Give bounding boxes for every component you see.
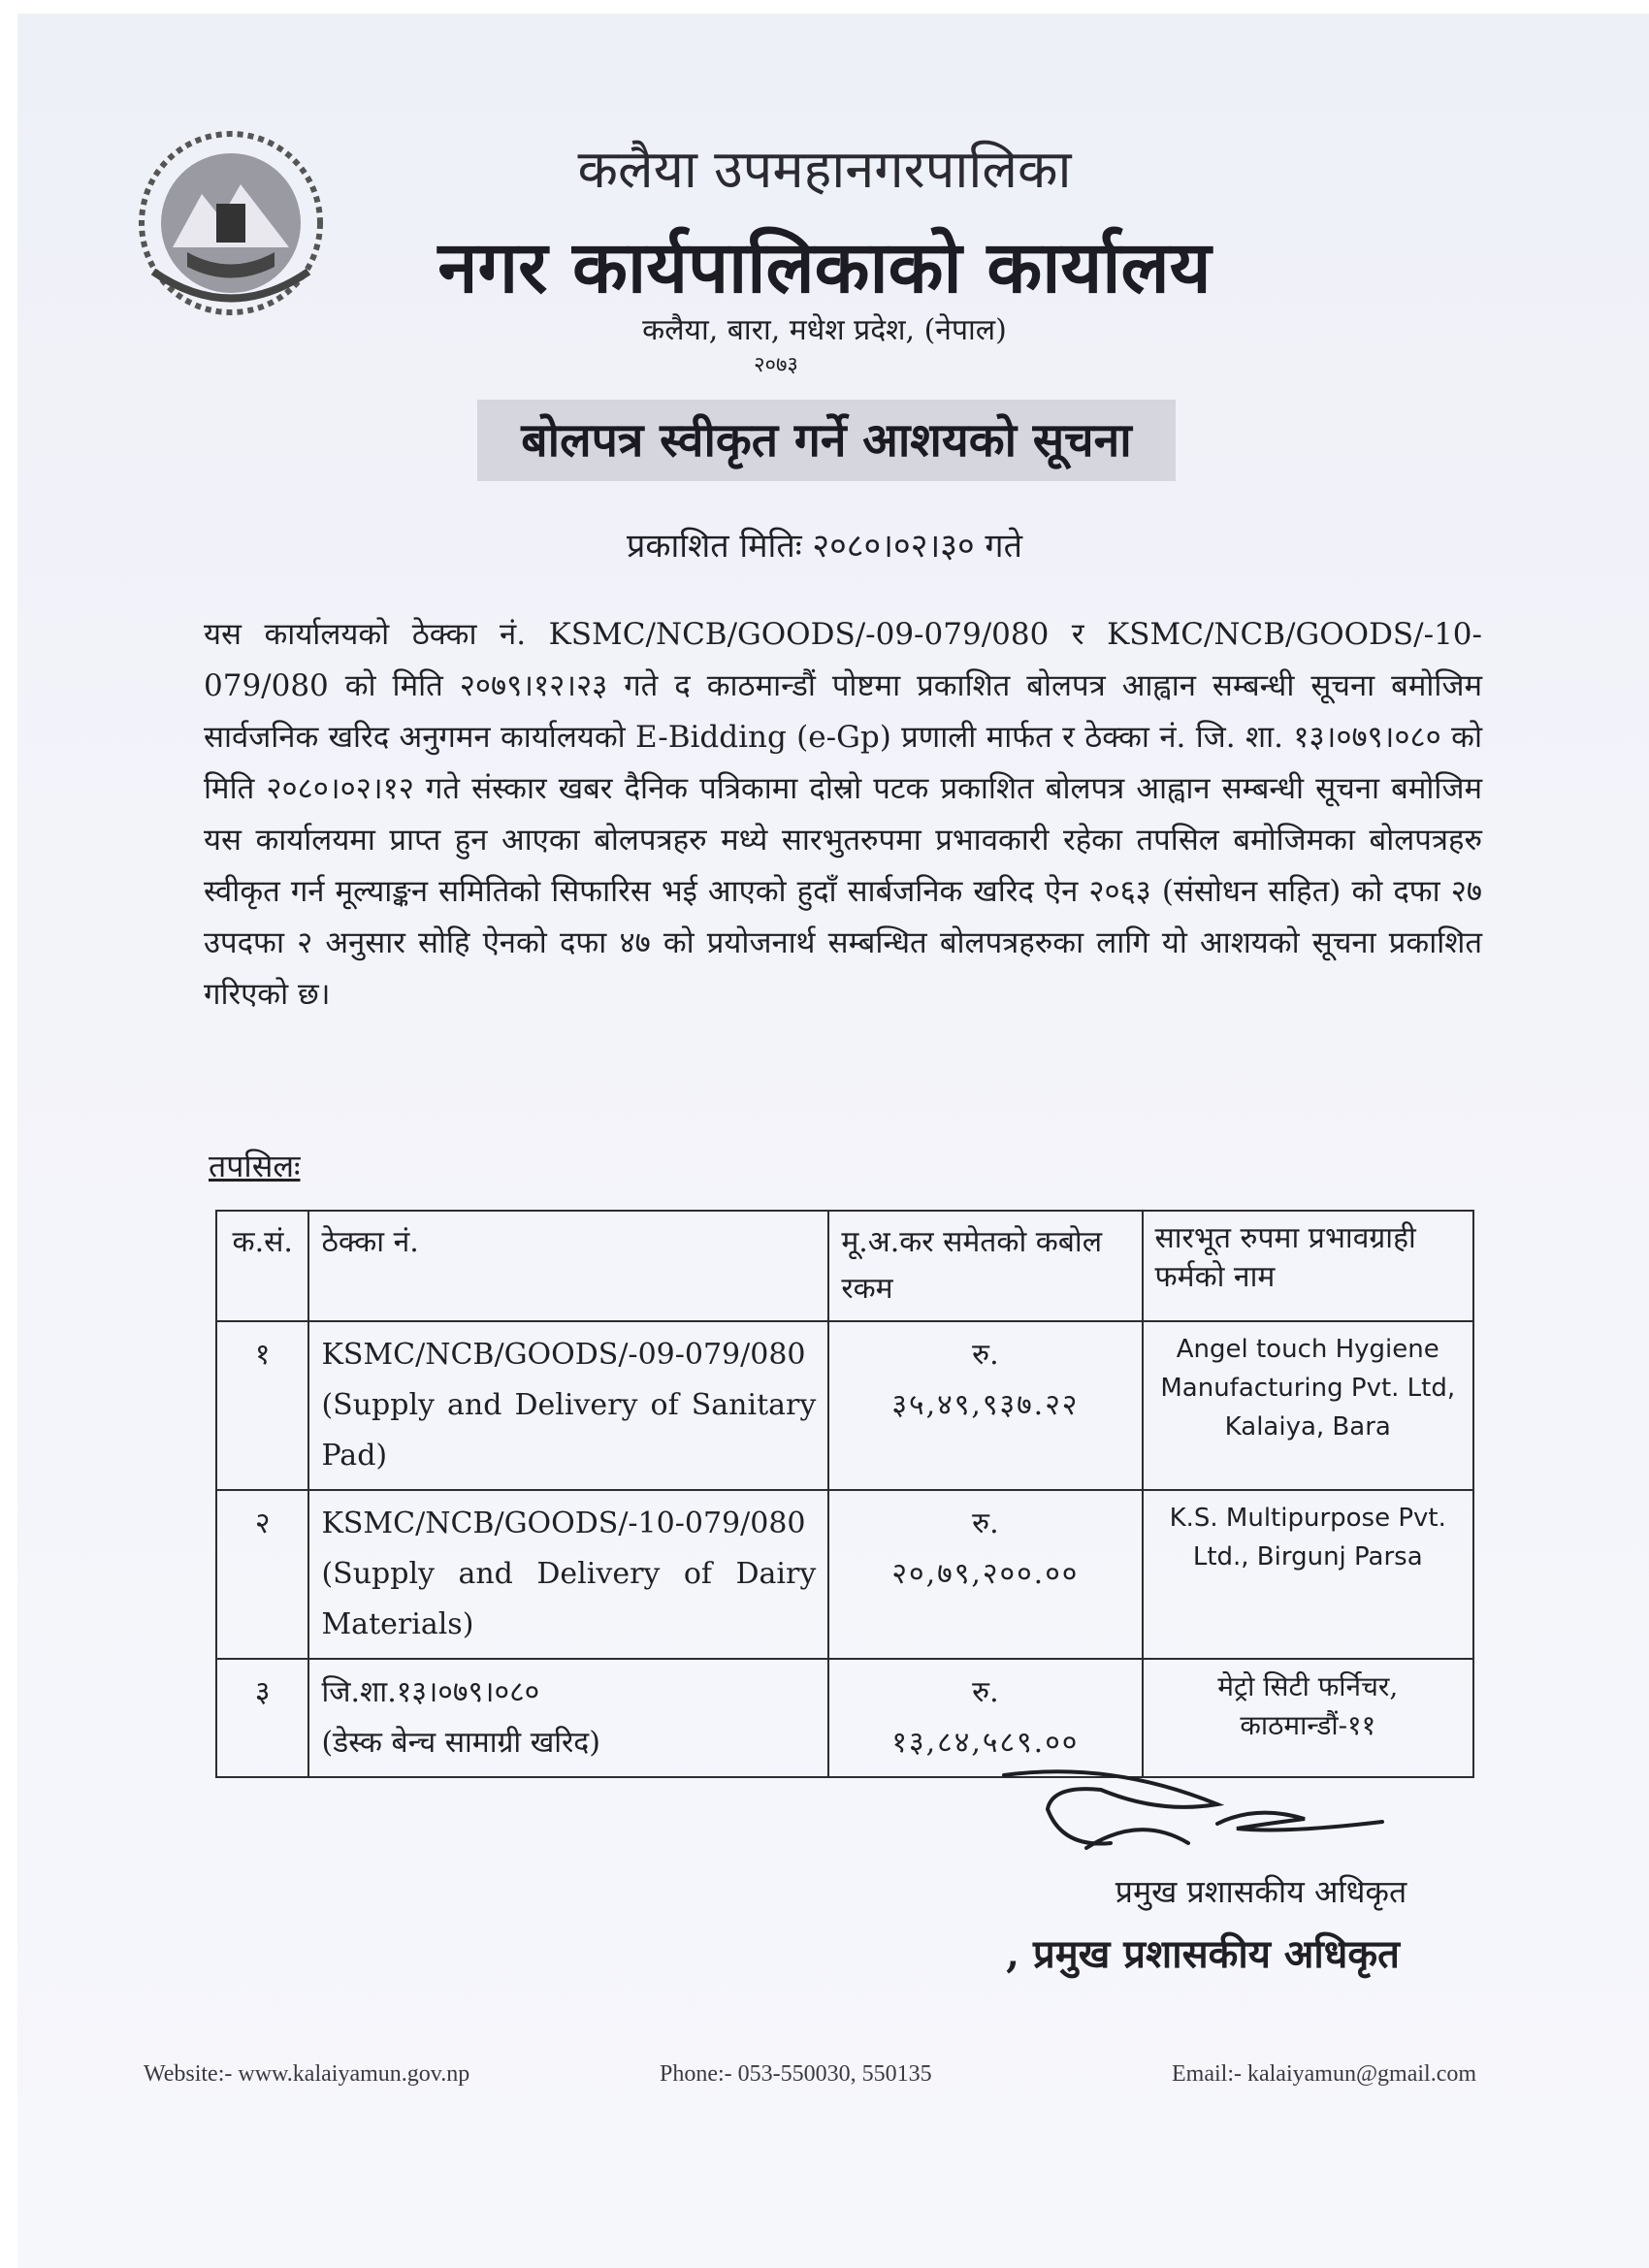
nepal-emblem-icon bbox=[134, 126, 328, 320]
contract-id: KSMC/NCB/GOODS/-10-079/080 bbox=[321, 1507, 806, 1540]
currency-label: रु. bbox=[972, 1338, 999, 1372]
table-row bbox=[216, 1321, 1473, 1490]
contract-description: (Supply and Delivery of Dairy Materials) bbox=[321, 1557, 817, 1641]
bid-amount: २०,७९,२००.०० bbox=[891, 1557, 1080, 1591]
contract-id: जि.शा.१३।०७९।०८० bbox=[321, 1675, 540, 1709]
municipality-name: कलैया उपमहानगरपालिका bbox=[577, 139, 1072, 200]
footer-website: Website:- www.kalaiyamun.gov.np bbox=[144, 2061, 470, 2087]
row-firm: मेट्रो सिटी फर्निचर, काठमान्डौं-११ bbox=[1143, 1659, 1474, 1777]
header-firm: सारभूत रुपमा प्रभावग्राही फर्मको नाम bbox=[1143, 1211, 1474, 1321]
header-sn: क.सं. bbox=[216, 1211, 308, 1321]
contract-description: (डेस्क बेन्च सामाग्री खरिद) bbox=[321, 1726, 600, 1760]
office-address: कलैया, बारा, मधेश प्रदेश, (नेपाल) bbox=[642, 313, 1007, 347]
published-date: प्रकाशित मितिः २०८०।०२।३० गते bbox=[627, 527, 1022, 566]
row-contract bbox=[308, 1659, 828, 1777]
table-header-row bbox=[216, 1211, 1473, 1321]
contract-description: (Supply and Delivery of Sanitary Pad) bbox=[321, 1388, 817, 1473]
table-row bbox=[216, 1490, 1473, 1659]
bid-amount: १३,८४,५८९.०० bbox=[891, 1726, 1080, 1760]
signatory-designation: प्रमुख प्रशासकीय अधिकृत bbox=[1115, 1873, 1407, 1910]
row-sn: २ bbox=[216, 1490, 308, 1659]
footer-phone: Phone:- 053-550030, 550135 bbox=[660, 2061, 932, 2087]
row-firm: Angel touch Hygiene Manufacturing Pvt. Ltd, Kalaiya, Bara bbox=[1143, 1321, 1474, 1490]
row-contract bbox=[308, 1321, 828, 1490]
signatory-stamp: , प्रमुख प्रशासकीय अधिकृत bbox=[1006, 1931, 1400, 1977]
scan-border-left bbox=[0, 0, 17, 2268]
row-contract bbox=[308, 1490, 828, 1659]
row-sn: १ bbox=[216, 1321, 308, 1490]
row-amount bbox=[828, 1490, 1142, 1659]
footer-email: Email:- kalaiyamun@gmail.com bbox=[1172, 2061, 1477, 2087]
contract-id: KSMC/NCB/GOODS/-09-079/080 bbox=[321, 1338, 806, 1372]
row-sn: ३ bbox=[216, 1659, 308, 1777]
stamp-year: २०७३ bbox=[754, 353, 798, 377]
row-amount bbox=[828, 1321, 1142, 1490]
row-firm: K.S. Multipurpose Pvt. Ltd., Birgunj Parsa bbox=[1143, 1490, 1474, 1659]
notice-body: यस कार्यालयको ठेक्का नं. KSMC/NCB/GOODS/-09-079/080 र KSMC/NCB/GOODS/-10-079/080 को मिति २०७९।१२।२३ गते द काठमान्डौं पोष्टमा प्रकाशित बोलपत्र आह्वान सम्बन्धी सूचना बमोजिम सार्वजनिक खरिद अनुगमन कार्यालयको E-Bidding (e-Gp) प्रणाली मार्फत र ठेक्का नं. जि. शा. १३।०७९।०८० को मिति २०८०।०२।१२ गते संस्कार खबर दैनिक पत्रिकामा दोस्रो पटक प्रकाशित बोलपत्र आह्वान सम्बन्धी सूचना बमोजिम यस कार्यालयमा प्राप्त हुन आएका बोलपत्रहरु मध्ये सारभुतरुपमा प्रभावकारी रहेका तपसिल बमोजिमका बोलपत्रहरु स्वीकृत गर्न मूल्याङ्कन समितिको सिफारिस भई आएको हुदाँ सार्बजनिक खरिद ऐन २०६३ (संसोधन सहित) को दफा २७ उपदफा २ अनुसार सोहि ऐनको दफा ४७ को प्रयोजनार्थ सम्बन्धित बोलपत्रहरुका लागि यो आशयको सूचना प्रकाशित गरिएको छ। bbox=[204, 617, 1482, 1012]
currency-label: रु. bbox=[972, 1675, 999, 1709]
office-name: नगर कार्यपालिकाको कार्यालय bbox=[437, 226, 1212, 309]
signature-icon bbox=[994, 1756, 1402, 1872]
notice-title: बोलपत्र स्वीकृत गर्ने आशयको सूचना bbox=[477, 400, 1176, 481]
scan-border-top bbox=[0, 0, 1649, 14]
accepted-bids-table bbox=[215, 1210, 1474, 1778]
schedule-label: तपसिलः bbox=[209, 1148, 301, 1184]
currency-label: रु. bbox=[972, 1507, 999, 1540]
bid-amount: ३५,४९,९३७.२२ bbox=[891, 1388, 1080, 1422]
header-amount: मू.अ.कर समेतको कबोल रकम bbox=[828, 1211, 1142, 1321]
header-contract-no: ठेक्का नं. bbox=[308, 1211, 828, 1321]
